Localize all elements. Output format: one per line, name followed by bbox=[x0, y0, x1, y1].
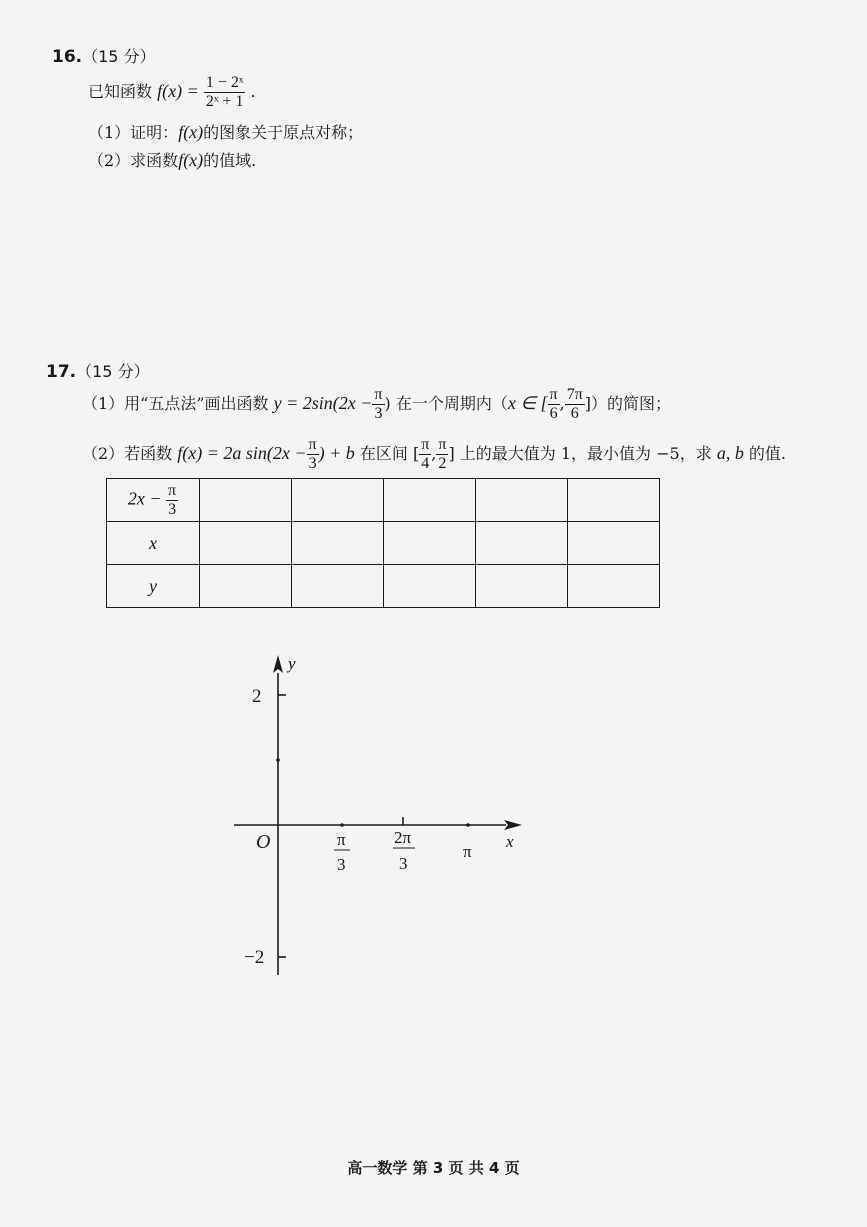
table-cell[interactable] bbox=[292, 479, 384, 522]
q16-part2 bbox=[88, 148, 256, 171]
table-cell[interactable] bbox=[476, 565, 568, 608]
q17-part2-func: f(x) = 2a sin(2x − bbox=[177, 443, 307, 463]
page-footer: 高一数学 第 3 页 共 4 页 bbox=[347, 1159, 520, 1177]
coordinate-axes bbox=[220, 645, 540, 990]
table-row-2x bbox=[107, 479, 660, 522]
x-axis-arrow bbox=[504, 820, 522, 830]
y-tick-label-neg2: −2 bbox=[244, 947, 265, 968]
q17-pi: π bbox=[374, 386, 383, 403]
table-cell[interactable] bbox=[568, 479, 660, 522]
q17-three: 3 bbox=[374, 405, 383, 422]
q17-part1: （1）用“五点法”画出函数 y = 2sin(2x − $\frac{\pi}{3}$ ) 在一个周期内（x ∈ [ $\frac{\pi}{6}$ , $\frac{7\pi}{6}$ ]）的简图； bbox=[82, 386, 672, 422]
q17-part2-b: ) + b bbox=[318, 443, 355, 463]
q17-number-text: 17. bbox=[46, 362, 77, 382]
table-head-three: 3 bbox=[168, 500, 177, 518]
table-cell[interactable] bbox=[384, 522, 476, 565]
q16-part1-label: （1）证明： bbox=[88, 123, 179, 142]
q16-statement bbox=[88, 74, 256, 111]
table-cell[interactable] bbox=[476, 522, 568, 565]
q16-part1 bbox=[88, 120, 363, 143]
y-axis-label: y bbox=[288, 654, 296, 673]
q16-func: f(x) = bbox=[157, 81, 199, 101]
table-head-frac bbox=[166, 482, 178, 519]
x-tick-label-pi3-den: 3 bbox=[337, 855, 346, 874]
q17-dom-frac1 bbox=[548, 386, 560, 423]
x-tick-label-pi3-num: π bbox=[337, 830, 346, 849]
q17-part2-frac bbox=[307, 436, 319, 473]
five-point-table bbox=[106, 478, 660, 608]
table-head-pi: π bbox=[168, 481, 177, 499]
q17-dom-six: 6 bbox=[549, 405, 558, 422]
q17-dom-frac2 bbox=[565, 386, 585, 423]
table-cell[interactable] bbox=[568, 522, 660, 565]
y-tick-label-2: 2 bbox=[252, 686, 262, 707]
q17-part2-three: 3 bbox=[308, 455, 317, 472]
q17-int-four: 4 bbox=[421, 455, 430, 472]
q17-part1-a: （1）用“五点法”画出函数 bbox=[82, 394, 269, 413]
q17-dom-six2: 6 bbox=[570, 405, 579, 422]
q17-part2-e: 的值. bbox=[748, 444, 787, 463]
q16-part2-text: 的值域. bbox=[203, 151, 257, 170]
q16-intro: 已知函数 bbox=[88, 82, 153, 101]
q17-part2-pi: π bbox=[308, 436, 317, 453]
table-head-x: x bbox=[107, 522, 200, 565]
x-tick-label-pi: π bbox=[463, 842, 472, 861]
table-cell[interactable] bbox=[568, 565, 660, 608]
y-axis-arrow bbox=[273, 655, 283, 673]
table-cell[interactable] bbox=[476, 479, 568, 522]
x-point-pi3 bbox=[340, 823, 344, 827]
q16-number-text: 16. bbox=[52, 47, 83, 67]
q17-part1-dom: x ∈ [ bbox=[507, 393, 548, 413]
q17-dom-pi: π bbox=[549, 386, 558, 403]
table-row-x bbox=[107, 522, 660, 565]
table-head-y: y bbox=[107, 565, 200, 608]
q16-part2-label: （2）求函数 bbox=[88, 151, 179, 170]
q16-end: . bbox=[250, 82, 256, 101]
q16-frac-num: 1 − 2ˣ bbox=[205, 74, 244, 91]
table-cell[interactable] bbox=[292, 522, 384, 565]
q17-part1-frac bbox=[372, 386, 384, 423]
y-point-1 bbox=[276, 758, 280, 762]
q16-part2-func: f(x) bbox=[178, 150, 204, 170]
q17-int-two: 2 bbox=[438, 455, 447, 472]
table-head-2x-text: 2x − bbox=[127, 488, 162, 509]
table-cell[interactable] bbox=[384, 479, 476, 522]
origin-label: O bbox=[256, 831, 271, 853]
q17-part2: （2）若函数 f(x) = 2a sin(2x − $\frac{\pi}{3}$ ) + b 在区间 [ $\frac{\pi}{4}$ , $\frac{\pi}{2}$ ] 上的最大值为 1，最小值为 −5，求 a, b 的值. bbox=[82, 436, 787, 472]
q17-part1-b: ) 在一个周期内（ bbox=[384, 394, 508, 413]
q17-number bbox=[46, 359, 150, 382]
q17-dom-sevenpi: 7π bbox=[566, 386, 583, 403]
table-cell[interactable] bbox=[200, 565, 292, 608]
q16-frac-den: 2ˣ + 1 bbox=[205, 93, 244, 110]
q17-points: （15 分） bbox=[76, 362, 150, 381]
q17-int-frac1 bbox=[419, 436, 431, 473]
x-point-pi bbox=[466, 823, 470, 827]
q17-int-pi1: π bbox=[421, 436, 430, 453]
q17-part2-a: （2）若函数 bbox=[82, 444, 173, 463]
table-head-2x bbox=[107, 479, 200, 522]
q16-part1-func: f(x) bbox=[178, 122, 204, 142]
q17-int-frac2 bbox=[436, 436, 448, 473]
q17-part2-ab: a, b bbox=[716, 443, 744, 463]
q16-points: （15 分） bbox=[82, 47, 156, 66]
q16-fraction bbox=[204, 74, 246, 111]
table-row-y bbox=[107, 565, 660, 608]
q17-part2-d: ] 上的最大值为 1，最小值为 −5，求 bbox=[448, 444, 712, 463]
q17-int-pi2: π bbox=[438, 436, 447, 453]
table-cell[interactable] bbox=[200, 522, 292, 565]
x-axis-label: x bbox=[506, 832, 514, 851]
table-cell[interactable] bbox=[384, 565, 476, 608]
table-cell[interactable] bbox=[200, 479, 292, 522]
q17-part2-c: 在区间 [ bbox=[359, 444, 420, 463]
x-tick-label-2pi3-num: 2π bbox=[394, 828, 412, 847]
q16-number bbox=[52, 44, 156, 67]
q16-part1-text: 的图象关于原点对称； bbox=[203, 123, 364, 142]
q17-part1-func: y = 2sin(2x − bbox=[273, 393, 373, 413]
q17-part1-c: ]）的简图； bbox=[584, 394, 672, 413]
table-cell[interactable] bbox=[292, 565, 384, 608]
x-tick-label-2pi3-den: 3 bbox=[399, 854, 408, 873]
